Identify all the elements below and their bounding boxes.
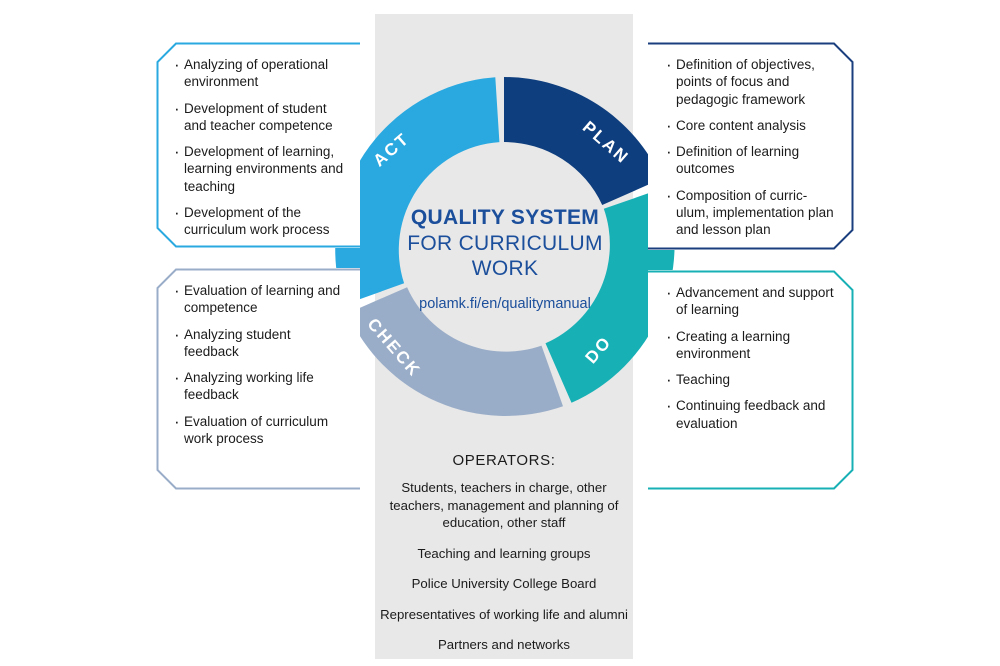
segment-label-act: ACT [369,128,414,171]
list-item: · Teaching [664,371,838,388]
segment-label-plan: PLAN [578,117,633,168]
callout-plan [648,42,854,250]
list-item: · Definition of objectives, points of focus and pedagogic framework [664,56,838,108]
list-item: · Analyzing of operational environment [172,56,344,91]
list-item: · Composition of curric-ulum, implementation plan and lesson plan [664,187,838,239]
list-item: · Development of learning, learning environments and teaching [172,143,344,195]
callout-act-list [172,56,344,238]
center-url[interactable]: polamk.fi/en/qualitymanual [419,295,591,312]
list-item: · Analyzing working life feedback [172,369,344,404]
segment-plan[interactable] [504,77,662,205]
callout-act [156,42,360,248]
operators-item: Police University College Board [411,576,597,592]
center-title-line2: FOR CURRICULUM [407,231,603,255]
center-title [380,205,630,282]
center-title-line3: WORK [471,257,539,281]
list-item: · Evaluation of learning and competence [172,282,344,317]
operators-item: Representatives of working life and alumni [380,606,628,622]
segment-label-check: CHECK [363,314,425,381]
list-item: · Advancement and support of learning [664,284,838,319]
list-item: · Development of the curriculum work process [172,204,344,239]
list-item: · Definition of learning outcomes [664,143,838,178]
callout-do-list [664,284,838,432]
list-item: · Core content analysis [664,117,838,134]
callout-plan-list [664,56,838,238]
callout-check [156,268,360,490]
list-item: · Creating a learning environment [664,328,838,363]
center-title-line1: QUALITY SYSTEM [410,206,600,229]
operators-item: Teaching and learning groups [417,545,591,561]
list-item: · Evaluation of curriculum work process [172,413,344,448]
list-item: · Continuing feedback and evaluation [664,397,838,432]
segment-label-do: DO [581,332,616,368]
center-label [380,205,630,312]
callout-do [648,270,854,490]
operators-item: Partners and networks [438,637,570,653]
callout-check-list [172,282,344,447]
operators-block [375,452,633,654]
list-item: · Development of student and teacher competence [172,100,344,135]
operators-title: OPERATORS: [452,452,556,469]
operators-item: Students, teachers in charge, other teachers, management and planning of education, other staff [389,480,619,531]
list-item: · Analyzing student feedback [172,326,344,361]
